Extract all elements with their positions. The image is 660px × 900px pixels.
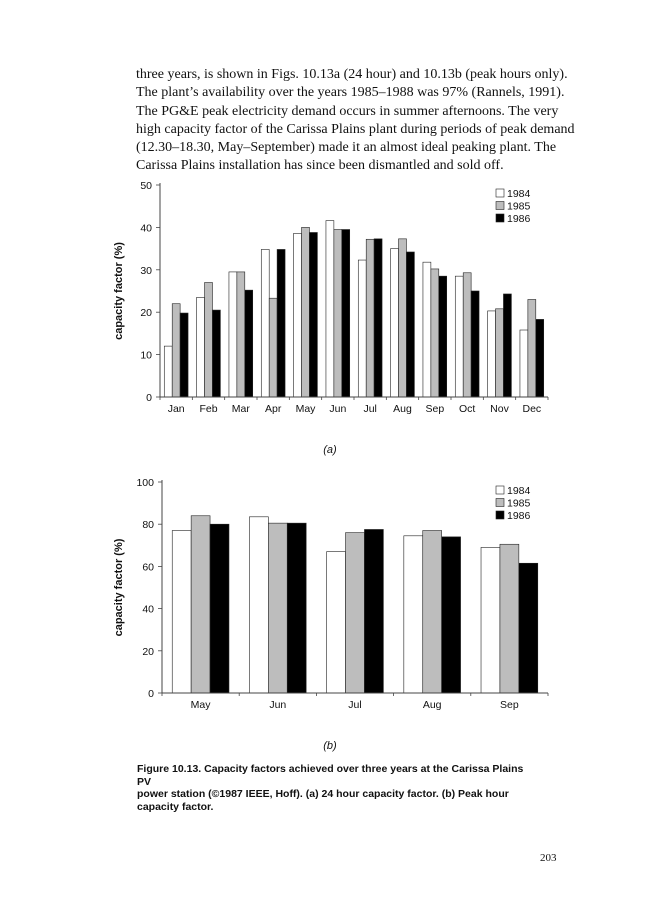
caption-line: power station (©1987 IEEE, Hoff). (a) 24 hour capacity factor. (b) Peak hour [137,788,509,801]
bar-sep-1985 [431,269,439,397]
body-paragraph [136,66,576,176]
bar-may-1986 [210,524,229,693]
legend-swatch-1984 [496,486,504,494]
legend-swatch-1986 [496,214,504,222]
bar-aug-1984 [404,536,423,693]
x-tick-label: Jun [329,403,347,415]
bar-aug-1986 [442,537,461,693]
bar-may-1984 [294,233,302,397]
paragraph-line: three years, is shown in Figs. 10.13a (24 hour) and 10.13b (peak hours only). [136,67,568,82]
page-number: 203 [540,852,557,864]
y-tick-label: 40 [142,603,154,616]
legend-label-1986: 1986 [507,213,531,225]
y-tick-label: 20 [142,645,154,658]
bar-feb-1985 [205,283,213,397]
bar-sep-1984 [481,547,500,693]
bar-mar-1985 [237,272,245,397]
legend-label-1986: 1986 [507,510,531,522]
bar-jun-1984 [249,517,268,693]
legend-label-1984: 1984 [507,485,531,497]
legend-swatch-1984 [496,189,504,197]
bar-nov-1985 [496,309,504,397]
y-tick-label: 60 [142,561,154,574]
bar-apr-1984 [261,249,269,397]
bar-aug-1984 [391,249,399,397]
bar-sep-1985 [500,544,519,693]
bar-may-1985 [302,227,310,397]
bar-jun-1985 [334,230,342,397]
bar-aug-1985 [399,239,407,397]
bar-jun-1984 [326,221,334,397]
paragraph-line: The PG&E peak electricity demand occurs in summer afternoons. The very [136,103,559,119]
bar-jan-1985 [172,304,180,397]
bar-feb-1986 [212,310,220,397]
bar-dec-1986 [536,319,544,397]
y-tick-label: 0 [148,688,154,700]
chart-b-peak-hour-capacity-factor [0,470,660,740]
paragraph-line: high capacity factor of the Carissa Plains plant during periods of peak demand [136,121,575,137]
legend-label-1984: 1984 [507,188,531,200]
bar-apr-1986 [277,249,285,397]
legend-swatch-1985 [496,499,504,507]
y-tick-label: 30 [140,264,152,277]
bar-jun-1986 [342,230,350,397]
y-tick-label: 50 [140,180,152,192]
x-tick-label: May [190,699,211,711]
bar-oct-1984 [455,276,463,397]
bar-mar-1984 [229,272,237,397]
y-tick-label: 100 [136,477,154,489]
bar-may-1985 [191,516,210,693]
x-tick-label: Apr [264,403,282,415]
bar-jun-1985 [268,523,287,693]
y-axis-label: capacity factor (%) [113,538,125,637]
legend-swatch-1985 [496,202,504,210]
legend-label-1985: 1985 [507,200,531,213]
y-tick-label: 20 [140,307,152,320]
y-tick-label: 0 [146,392,152,404]
legend-swatch-1986 [496,511,504,519]
bar-mar-1986 [245,290,253,397]
x-tick-label: Jul [348,699,362,711]
chart-a-24-hour-capacity-factor [0,175,660,445]
bar-dec-1984 [520,330,528,397]
x-tick-label: Oct [458,403,476,415]
bar-nov-1984 [488,311,496,397]
y-axis-label: capacity factor (%) [113,242,125,340]
bar-jul-1984 [358,260,366,397]
y-tick-label: 40 [140,222,152,235]
bar-jun-1986 [287,523,306,693]
figure-caption [137,763,537,813]
legend-label-1985: 1985 [507,497,531,510]
x-tick-label: Jun [269,699,287,711]
x-tick-label: Aug [393,403,412,415]
bar-dec-1985 [528,299,536,397]
bar-nov-1986 [503,294,511,397]
bar-may-1986 [309,232,317,397]
x-tick-label: Sep [425,403,445,415]
bar-jul-1986 [374,239,382,397]
paragraph-line: Carissa Plains installation has since been dismantled and sold off. [136,158,504,174]
caption-line: Figure 10.13. Capacity factors achieved over three years at the Carissa Plains PV [137,763,524,788]
x-tick-label: Dec [522,403,542,415]
bar-oct-1985 [463,273,471,397]
paragraph-line: (12.30–18.30, May–September) made it an almost ideal peaking plant. The [136,140,557,156]
chart-b-panel-label: (b) [323,740,337,752]
paragraph-line: The plant’s availability over the years 1985–1988 was 97% (Rannels, 1991). [136,85,565,101]
x-tick-label: Aug [422,699,442,711]
caption-line: capacity factor. [137,800,214,813]
bar-sep-1986 [519,563,538,693]
bar-jul-1984 [327,552,346,693]
x-tick-label: Jan [167,403,185,415]
y-tick-label: 80 [142,519,154,532]
bar-jan-1984 [164,346,172,397]
bar-jan-1986 [180,313,188,397]
x-tick-label: Nov [490,403,509,415]
bar-jul-1985 [346,533,365,693]
x-tick-label: Jul [363,403,377,415]
bar-aug-1985 [423,531,442,693]
bar-may-1984 [172,531,191,693]
bar-sep-1984 [423,262,431,397]
bar-oct-1986 [471,291,479,397]
bar-aug-1986 [406,252,414,397]
bar-feb-1984 [197,297,205,397]
bar-jul-1986 [364,529,383,693]
bar-apr-1985 [269,298,277,397]
bar-jul-1985 [366,239,374,397]
x-tick-label: Feb [199,403,218,415]
y-tick-label: 10 [140,349,152,362]
chart-a-panel-label: (a) [323,444,337,456]
x-tick-label: Mar [231,403,250,415]
bar-sep-1986 [439,276,447,397]
x-tick-label: Sep [500,699,519,711]
x-tick-label: May [295,403,316,415]
